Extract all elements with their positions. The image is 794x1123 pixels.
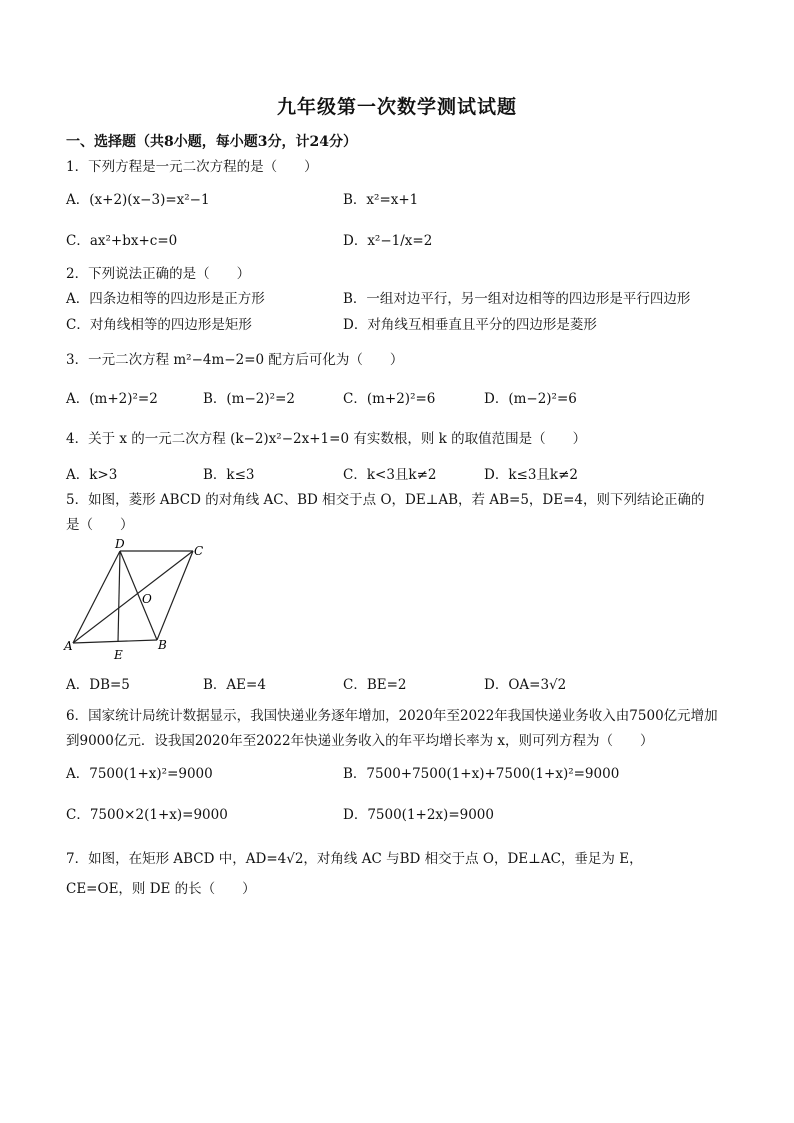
- q1-option-b: B．x²=x+1: [343, 192, 419, 208]
- q3-option-b: B．(m−2)²=2: [203, 391, 295, 407]
- segment-de: [118, 551, 120, 642]
- q2-option-a: A．四条边相等的四边形是正方形: [66, 291, 265, 307]
- q4-option-c: C．k<3且k≠2: [343, 467, 437, 483]
- q4-option-a: A．k>3: [66, 467, 118, 483]
- q6-option-d: D．7500(1+2x)=9000: [343, 807, 494, 823]
- q5-stem-line1: 5．如图，菱形 ABCD 的对角线 AC、BD 相交于点 O，DE⊥AB，若 AB=5，DE=4，则下列结论正确的: [66, 492, 705, 508]
- q4-option-d: D．k≤3且k≠2: [484, 467, 578, 483]
- q3-option-c: C．(m+2)²=6: [343, 391, 436, 407]
- label-d: D: [115, 537, 125, 551]
- q7-stem-line2: CE=OE，则 DE 的长（ ）: [66, 881, 256, 897]
- q1-stem: 1．下列方程是一元二次方程的是（ ）: [66, 159, 318, 175]
- q6-option-b: B．7500+7500(1+x)+7500(1+x)²=9000: [343, 766, 620, 782]
- q6-stem-line2: 到9000亿元．设我国2020年至2022年快递业务收入的年平均增长率为 x，则可列方程为（ ）: [66, 733, 654, 749]
- q5-option-c: C．BE=2: [343, 677, 407, 693]
- label-e: E: [114, 648, 123, 662]
- q3-stem: 3．一元二次方程 m²−4m−2=0 配方后可化为（ ）: [66, 352, 404, 368]
- label-a: A: [64, 639, 73, 653]
- q4-stem: 4．关于 x 的一元二次方程 (k−2)x²−2x+1=0 有实数根，则 k 的取值范围是（ ）: [66, 431, 587, 447]
- side-ab: [73, 640, 157, 643]
- q2-stem: 2．下列说法正确的是（ ）: [66, 266, 251, 282]
- side-ad: [73, 551, 120, 643]
- q5-option-d: D．OA=3√2: [484, 677, 567, 693]
- section-heading: 一、选择题（共8小题，每小题3分，计24分）: [66, 134, 357, 150]
- q5-option-b: B．AE=4: [203, 677, 266, 693]
- label-o: O: [142, 592, 152, 606]
- q2-option-d: D．对角线互相垂直且平分的四边形是菱形: [343, 317, 597, 333]
- q6-stem-line1: 6．国家统计局统计数据显示，我国快递业务逐年增加，2020年至2022年我国快递业务收入由7500亿元增加: [66, 708, 718, 724]
- q1-option-d: D．x²−1/x=2: [343, 233, 433, 249]
- q5-option-a: A．DB=5: [66, 677, 130, 693]
- page-title: 九年级第一次数学测试试题: [276, 96, 517, 118]
- q7-stem-line1: 7．如图，在矩形 ABCD 中，AD=4√2，对角线 AC 与BD 相交于点 O，DE⊥AC，垂足为 E，: [66, 851, 643, 867]
- label-c: C: [194, 544, 204, 558]
- q6-option-a: A．7500(1+x)²=9000: [66, 766, 213, 782]
- q1-option-c: C．ax²+bx+c=0: [66, 233, 178, 249]
- q2-option-b: B．一组对边平行，另一组对边相等的四边形是平行四边形: [343, 291, 691, 307]
- q5-stem-line2: 是（ ）: [66, 517, 134, 533]
- rhombus-figure: [60, 535, 210, 665]
- q2-option-c: C．对角线相等的四边形是矩形: [66, 317, 252, 333]
- q1-option-a: A．(x+2)(x−3)=x²−1: [66, 192, 210, 208]
- q3-option-a: A．(m+2)²=2: [66, 391, 158, 407]
- q3-option-d: D．(m−2)²=6: [484, 391, 577, 407]
- label-b: B: [158, 638, 167, 652]
- q6-option-c: C．7500×2(1+x)=9000: [66, 807, 228, 823]
- q4-option-b: B．k≤3: [203, 467, 255, 483]
